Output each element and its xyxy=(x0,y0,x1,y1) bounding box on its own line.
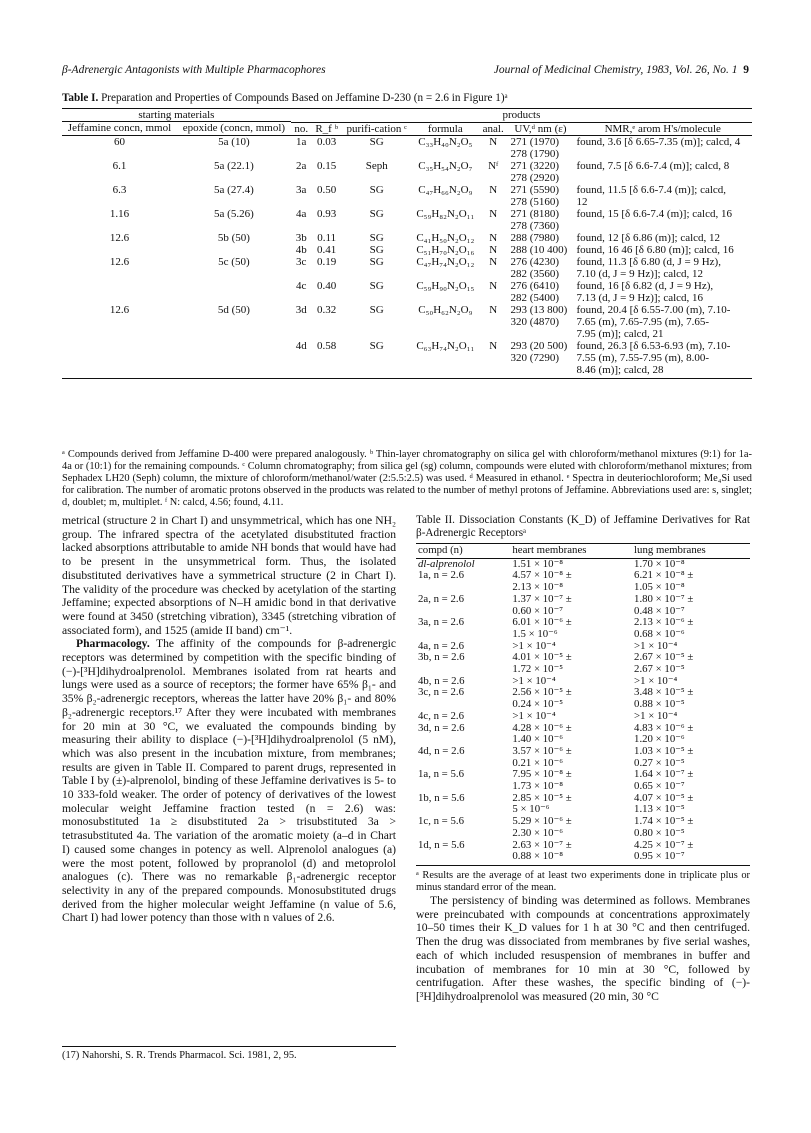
table2-cell: 4.83 × 10⁻⁶ ± 1.20 × 10⁻⁶ xyxy=(634,721,694,746)
table2-cell: 4d, n = 2.6 xyxy=(418,744,465,757)
table1-row xyxy=(62,304,752,340)
table1-cell: N xyxy=(489,207,498,220)
table2-row xyxy=(416,723,750,746)
table2-row xyxy=(416,558,750,570)
table2-row xyxy=(416,769,750,792)
table1-cell: SG xyxy=(369,279,384,292)
table1-row xyxy=(62,208,752,232)
table1-cell: C₃₃H₄₀N₂O₅ xyxy=(418,135,473,148)
table2-cell: 3c, n = 2.6 xyxy=(418,686,464,699)
body-paragraph: metrical (structure 2 in Chart I) and unsymmetrical, which has one NH₂ group. The infrared spectra of the acetylated disubstituted fraction lacked absorptions attributable to amide NH bonds that would have had to be present in the unsymmetrical form. Thus, the isolated disubstituted derivatives have a symmetrical structure (2 in Chart I). The validity of the procedure was checked by acetylation of the starting Jeffamine; expected absorptions of N–H amidic bond in that derivative were found at 3450 (stretching vibration), 3345 (stretching vibration of associated form), and 1525 (amide II band) cm⁻¹. xyxy=(62,514,396,637)
table2-cell: 3a, n = 2.6 xyxy=(418,616,464,629)
table1-cell: 5a (5.26) xyxy=(214,207,254,220)
table1-row xyxy=(62,232,752,256)
table1-cell: 3c xyxy=(296,255,307,268)
table2-cell: 1.37 × 10⁻⁷ ± 0.60 × 10⁻⁷ xyxy=(512,592,572,617)
table2-row xyxy=(416,652,750,675)
table1-group-products: products xyxy=(291,109,752,122)
table1-cell: 5d (50) xyxy=(217,303,250,316)
table1-header-cell: formula xyxy=(412,122,479,135)
table1-row xyxy=(62,160,752,184)
table1-cell: N xyxy=(489,255,498,268)
table2-cell: >1 × 10⁻⁴ xyxy=(634,639,678,652)
table1-cell: 288 (7980) 288 (10 400) xyxy=(510,231,568,256)
table2-cell: 4.28 × 10⁻⁶ ± 1.40 × 10⁻⁶ xyxy=(512,721,572,746)
table2-cell: 4.25 × 10⁻⁷ ± 0.95 × 10⁻⁷ xyxy=(632,840,750,866)
table2-cell: >1 × 10⁻⁴ xyxy=(512,639,556,652)
table1-cell: 5a (10) xyxy=(218,135,250,148)
table2-cell: 1.51 × 10⁻⁸ xyxy=(512,557,564,570)
table1-cell: SG xyxy=(369,339,384,352)
table2-footnote: ᵃ Results are the average of at least two experiments done in triplicate plus or minus standard error of the mean. xyxy=(416,869,750,893)
table1-cell: N xyxy=(489,339,498,352)
table1-cell: found, 11.5 [δ 6.6-7.4 (m)]; calcd, 12 xyxy=(576,183,727,208)
table1-header-cell: no. xyxy=(291,122,312,135)
table1-header-cell: NMR,ᵉ arom H's/molecule xyxy=(573,122,752,135)
table1-header-cell: R_f ᵇ xyxy=(312,122,342,135)
table1-group-starting: starting materials xyxy=(62,109,291,122)
table1-cell: C₄₁H₅₀N₂O₁₂ C₅₁H₇₀N₂O₁₆ xyxy=(416,231,475,256)
table1-cell: 0.19 xyxy=(317,255,337,268)
table2-cell: dl-alprenolol xyxy=(418,557,475,570)
table2-cell: 5.29 × 10⁻⁶ ± 2.30 × 10⁻⁶ xyxy=(512,815,572,839)
table1-cell: 0.58 xyxy=(317,339,337,352)
table1-cell: found, 11.3 [δ 6.80 (d, J = 9 Hz), 7.10 (d, J = 9 Hz)]; calcd, 12 xyxy=(576,255,721,280)
table1-cell: SG SG xyxy=(369,231,384,256)
table1-cell: 0.15 xyxy=(317,159,337,172)
table1-row xyxy=(62,340,752,376)
table1-cell: C₅₉H₉₀N₂O₁₅ xyxy=(416,279,475,292)
table2-cell: 2.13 × 10⁻⁶ ± 0.68 × 10⁻⁶ xyxy=(634,616,694,640)
table2-header-cell: lung membranes xyxy=(632,544,750,559)
table1-cell: SG xyxy=(369,255,384,268)
table2-cell: 1.03 × 10⁻⁵ ± 0.27 × 10⁻⁵ xyxy=(634,744,694,769)
table1-cell: 271 (5590) 278 (5160) xyxy=(510,183,560,208)
table1-cell: found, 20.4 [δ 6.55-7.00 (m), 7.10- 7.65 (m), 7.65-7.95 (m), 7.65- 7.95 (m)]; calcd, 21 xyxy=(576,303,731,340)
table1-cell: SG xyxy=(369,135,384,148)
table2-cell: 3.57 × 10⁻⁶ ± 0.21 × 10⁻⁶ xyxy=(512,744,572,769)
table1-cell: C₄₇H₆₆N₂O₉ xyxy=(418,183,473,196)
table1-cell: N N xyxy=(489,231,498,256)
table1-cell: N xyxy=(489,303,498,316)
table1-cell: C₅₀H₆₂N₂O₉ xyxy=(418,303,473,316)
table1-title: Preparation and Properties of Compounds Based on Jeffamine D-230 (n = 2.6 in Figure 1)ᵃ xyxy=(101,92,508,104)
table1-cell: C₃₅H₅₄N₂O₇ xyxy=(418,159,473,172)
table1-cell: 4d xyxy=(295,339,307,352)
table1-cell: 4c xyxy=(296,279,307,292)
table2-cell: 6.21 × 10⁻⁸ ± 1.05 × 10⁻⁸ xyxy=(634,569,694,594)
table2-cell: 3.48 × 10⁻⁵ ± 0.88 × 10⁻⁵ xyxy=(634,686,694,711)
table2-cell: 4a, n = 2.6 xyxy=(418,639,464,652)
table1-cell: 12.6 xyxy=(109,255,130,268)
table2-cell: 4.01 × 10⁻⁵ ± 1.72 × 10⁻⁵ xyxy=(512,651,572,676)
table1-cell: 0.50 xyxy=(317,183,337,196)
table2-header-cell: heart membranes xyxy=(510,544,632,559)
table1-cell: 3b 4b xyxy=(295,231,307,256)
table1-cell: C₄₇H₇₄N₂O₁₂ xyxy=(416,255,475,268)
table2-row xyxy=(416,594,750,617)
table1-cell: Nᶠ xyxy=(488,159,499,172)
table2-cell: 2a, n = 2.6 xyxy=(418,592,464,605)
running-head-title: β-Adrenergic Antagonists with Multiple Pharmacophores xyxy=(62,64,326,76)
table1-cell: found, 7.5 [δ 6.6-7.4 (m)]; calcd, 8 xyxy=(576,159,730,172)
table1-cell: 1.16 xyxy=(109,207,130,220)
table1-cell: N xyxy=(489,279,498,292)
table1-cell: 3d xyxy=(295,303,307,316)
page-number: 9 xyxy=(743,64,749,76)
table1-cell: 276 (6410) 282 (5400) xyxy=(510,279,560,304)
table1-cell: 271 (3220) 278 (2920) xyxy=(510,159,560,184)
table1-cell xyxy=(177,340,291,376)
right-column xyxy=(416,514,750,1004)
section-heading: Pharmacology. xyxy=(76,637,150,651)
table1-cell: N xyxy=(489,135,498,148)
table2-cell: 4.57 × 10⁻⁸ ± 2.13 × 10⁻⁸ xyxy=(512,569,572,594)
table1-cell: 271 (8180) 278 (7360) xyxy=(510,207,560,232)
running-head-journal: Journal of Medicinal Chemistry, 1983, Vol. 26, No. 1 9 xyxy=(493,64,749,76)
pharmacology-paragraph: Pharmacology. The affinity of the compounds for β-adrenergic receptors was determined by competition with the specific binding of (−)-[³H]dihydroalprenolol. Membranes isolated from rat hearts and lungs were used as a source of receptors; the former have 65% β₁- and 35% β₂-adrenergic receptors, whereas the latter have 20% β₁- and 80% β₂-adrenergic receptors.¹⁷ After they were incubated with membranes for 20 min at 30 °C, we evaluated the compounds binding by measuring their ability to displace (−)-[³H]dihydroalprenolol (5 nM), which was also present in the incubation mixture, from membranes; results are given in Table II. Compared to parent drugs, represented in Table I by (±)-alprenolol, binding of these Jeffamine derivatives is 5- to 10 333-fold weaker. The order of potency of derivatives of the lowest molecular weight Jeffamine fraction tested (n = 2.6) was: monosubstituted 1a ≥ disubstituted 2a > trisubstituted 3a > tetrasubstituted 4a. The variation of the aromatic moiety (a–d in Chart I) caused some changes in potency as well. Alprenolol analogues (a) were the most potent, followed by propranolol (d) and metoprolol analogues (c). There was no remarkable β₁-adrenergic receptor selectivity in any of the prepared compounds. Monosubstituted drugs derived from the higher molecular weight Jeffamine (n value of 5.6, Chart I) had lower potency than those with n values of 2.6. xyxy=(62,637,396,925)
reference-footnote: (17) Nahorshi, S. R. Trends Pharmacol. Sci. 1981, 2, 95. xyxy=(62,1046,396,1061)
table2-row xyxy=(416,840,750,866)
table2-cell: 1a, n = 2.6 xyxy=(418,569,464,582)
table2-cell: 2.67 × 10⁻⁵ ± 2.67 × 10⁻⁵ xyxy=(634,651,694,676)
table1-cell: 5a (22.1) xyxy=(214,159,254,172)
table2-cell: 1d, n = 5.6 xyxy=(416,840,510,866)
table2-row xyxy=(416,617,750,640)
table2-cell: 1b, n = 5.6 xyxy=(418,791,465,804)
table2-cell: 2.56 × 10⁻⁵ ± 0.24 × 10⁻⁵ xyxy=(512,686,572,711)
table1-cell: 4a xyxy=(296,207,307,220)
table1-row xyxy=(62,256,752,280)
table1-cell: 12.6 xyxy=(109,231,130,244)
left-column xyxy=(62,514,396,925)
table1-cell: 0.11 0.41 xyxy=(317,231,337,256)
table1-cell xyxy=(177,280,291,304)
table1-header-cell: UV,ᵈ nm (ε) xyxy=(507,122,573,135)
table1-cell: C₅₉H₈₂N₂O₁₁ xyxy=(416,207,475,220)
table2-cell: 3d, n = 2.6 xyxy=(418,721,465,734)
table1-row xyxy=(62,184,752,208)
table2-cell: 7.95 × 10⁻⁸ ± 1.73 × 10⁻⁸ xyxy=(512,768,572,793)
table2-cell: 1.80 × 10⁻⁷ ± 0.48 × 10⁻⁷ xyxy=(634,592,694,617)
table2-row xyxy=(416,816,750,839)
table1-cell: 2a xyxy=(296,159,307,172)
table2-cell: 2.85 × 10⁻⁵ ± 5 × 10⁻⁶ xyxy=(512,791,572,816)
table2-row xyxy=(416,746,750,769)
table2-cell: >1 × 10⁻⁴ xyxy=(512,674,556,687)
table1-cell: 5c (50) xyxy=(218,255,250,268)
table1-cell: found, 15 [δ 6.6-7.4 (m)]; calcd, 16 xyxy=(576,207,732,220)
table1-cell: 293 (13 800) 320 (4870) xyxy=(510,303,568,328)
table2-header-cell: compd (n) xyxy=(416,544,510,559)
table1-cell: 0.93 xyxy=(317,207,337,220)
table1-cell: 276 (4230) 282 (3560) xyxy=(510,255,560,280)
table1-cell: 0.03 xyxy=(317,135,337,148)
table2-cell: 6.01 × 10⁻⁶ ± 1.5 × 10⁻⁶ xyxy=(512,616,572,640)
table2-row xyxy=(416,676,750,688)
table1-cell: 6.3 xyxy=(112,183,127,196)
table1-cell xyxy=(62,280,177,304)
table1-row xyxy=(62,135,752,160)
table2-row xyxy=(416,711,750,723)
table1-cell: C₆₃H₇₄N₂O₁₁ xyxy=(416,339,475,352)
table1-cell: 293 (20 500) 320 (7290) xyxy=(510,339,568,364)
table2-cell: 3b, n = 2.6 xyxy=(418,651,465,664)
table1 xyxy=(62,108,752,379)
table2-cell: 1a, n = 5.6 xyxy=(418,768,464,781)
table1-cell: 6.1 xyxy=(112,159,127,172)
table1-cell xyxy=(62,340,177,376)
table2-cell: >1 × 10⁻⁴ xyxy=(634,674,678,687)
table1-cell: 12.6 xyxy=(109,303,130,316)
table1-cell: 0.32 xyxy=(317,303,337,316)
table2-cell: 4c, n = 2.6 xyxy=(418,709,464,722)
table2-cell: 2.63 × 10⁻⁷ ± 0.88 × 10⁻⁸ xyxy=(510,840,632,866)
table2-cell: >1 × 10⁻⁴ xyxy=(512,709,556,722)
table2-cell: 4b, n = 2.6 xyxy=(418,674,465,687)
table1-cell: 1a xyxy=(296,135,307,148)
table2-cell: 4.07 × 10⁻⁵ ± 1.13 × 10⁻⁵ xyxy=(634,791,694,816)
table2-caption: Table II. Dissociation Constants (K_D) of Jeffamine Derivatives for Rat β-Adrenergic Receptorsᵃ xyxy=(416,514,750,539)
table1-cell: 3a xyxy=(296,183,307,196)
table1-cell: 60 xyxy=(113,135,125,148)
table2-row xyxy=(416,793,750,816)
table2-cell: 1c, n = 5.6 xyxy=(418,815,464,828)
running-head xyxy=(62,64,749,76)
table2-cell: >1 × 10⁻⁴ xyxy=(634,709,678,722)
table1-cell: found, 3.6 [δ 6.65-7.35 (m)]; calcd, 4 xyxy=(576,135,741,148)
table2-row xyxy=(416,570,750,593)
table1-cell: 5a (27.4) xyxy=(214,183,254,196)
table1-cell: 271 (1970) 278 (1790) xyxy=(510,135,560,160)
table1-cell: Seph xyxy=(365,159,388,172)
table1-cell: 0.40 xyxy=(317,279,337,292)
table1-cell: SG xyxy=(369,183,384,196)
table2 xyxy=(416,543,750,866)
table2-cell: 1.64 × 10⁻⁷ ± 0.65 × 10⁻⁷ xyxy=(634,768,694,793)
table1-header-cell: epoxide (concn, mmol) xyxy=(177,122,291,135)
table2-row xyxy=(416,641,750,653)
table1-footnote: ᵃ Compounds derived from Jeffamine D-400 were prepared analogously. ᵇ Thin-layer chromatography on silica gel with chloroform/methanol mixtures (9:1) for 1a-4a or (10:1) for the remaining compounds. ᶜ Column chromatography; from silica gel (sg) column, compounds were eluted with chloroform/methanol mixtures; from Sephadex LH20 (Seph) column, the mixture of chloroform/methanol/water (2:5.5:2.5) was used. ᵈ Measured in ethanol. ᵉ Spectra in deuteriochloroform; Me₄Si used for calibration. The number of aromatic protons observed in the products was related to the number of methyl protons of Jeffamine. Abbreviations used are: s, singlet; d, doublet; m, multiplet. ᶠ N: calcd, 4.56; found, 4.11. xyxy=(62,449,752,508)
table2-row xyxy=(416,687,750,710)
table1-cell: found, 26.3 [δ 6.53-6.93 (m), 7.10- 7.55 (m), 7.55-7.95 (m), 8.00- 8.46 (m)]; calcd, 28 xyxy=(576,339,731,376)
table1-caption xyxy=(62,92,508,104)
table1-row xyxy=(62,280,752,304)
table1-cell: found, 12 [δ 6.86 (m)]; calcd, 12 found, 16 46 [δ 6.80 (m)]; calcd, 16 xyxy=(576,231,734,256)
table1-label: Table I. xyxy=(62,92,99,104)
table1-header-cell: Jeffamine concn, mmol xyxy=(62,122,177,135)
body-paragraph: The persistency of binding was determined as follows. Membranes were preincubated with compounds at concentrations approximately 10–50 times their K_D values for 1 h at 30 °C and then centrifuged. Then the drug was dissociated from membranes by five serial washes, each of which included resuspension of membranes in buffer and incubation of membranes for 10 min at 30 °C, followed by centrifugation. After these washes, the specific binding of (−)-[³H]dihydroalprenolol was measured (20 min, 30 °C xyxy=(416,893,750,1003)
table1-cell: SG xyxy=(369,207,384,220)
table2-cell: 1.70 × 10⁻⁸ xyxy=(634,557,685,570)
table1-cell: 5b (50) xyxy=(217,231,250,244)
table1-header-cell: anal. xyxy=(479,122,507,135)
table1-header-cell: purifi-cation ᶜ xyxy=(342,122,412,135)
table1-cell: SG xyxy=(369,303,384,316)
table1-cell: found, 16 [δ 6.82 (d, J = 9 Hz), 7.13 (d, J = 9 Hz)]; calcd, 16 xyxy=(576,279,714,304)
table1-cell: N xyxy=(489,183,498,196)
table2-cell: 1.74 × 10⁻⁵ ± 0.80 × 10⁻⁵ xyxy=(634,815,694,839)
